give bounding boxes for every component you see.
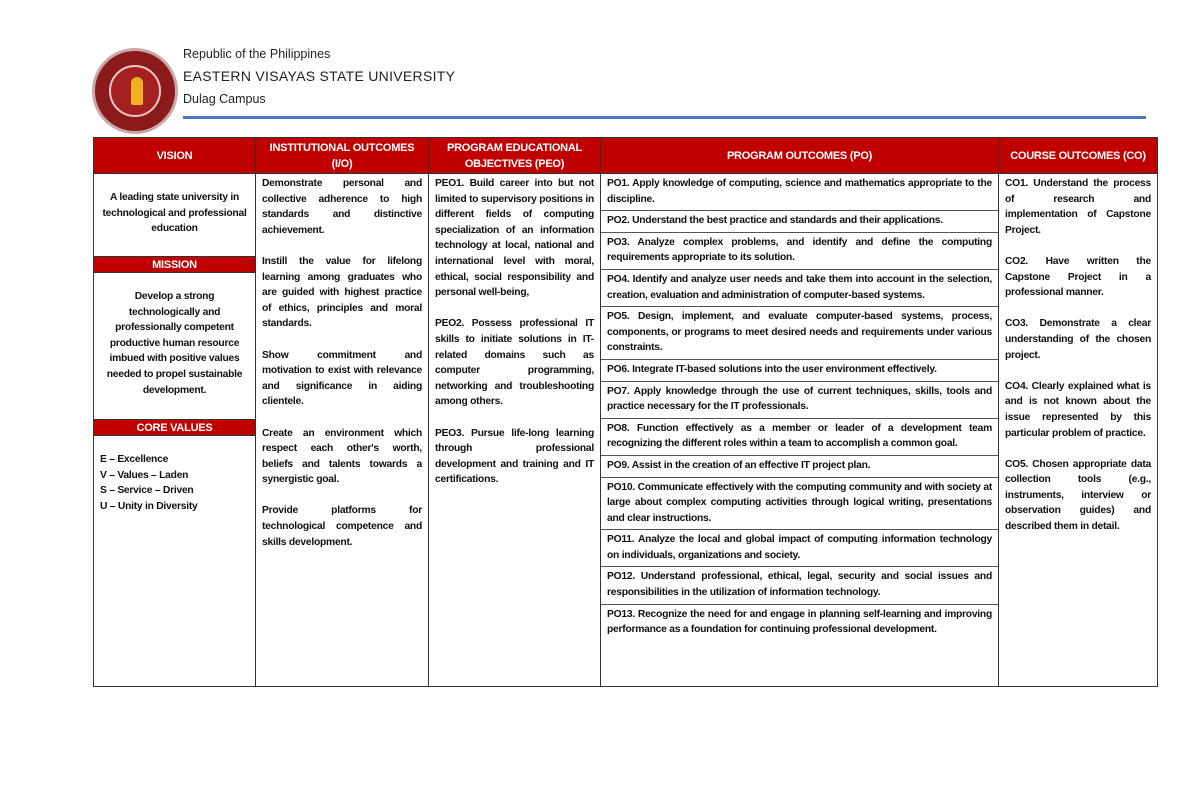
io-item: Instill the value for lifelong learning among graduates who are guided with highest practice of ethics, principles and moral standards.	[262, 255, 422, 330]
io-item: Demonstrate personal and collective adherence to high standards and distinctive achievement.	[262, 178, 422, 236]
core-value: U – Unity in Diversity	[100, 500, 198, 512]
core-value: E – Excellence	[100, 454, 169, 465]
co-item: CO5. Chosen appropriate data collection tools (e.g., instruments, interview or observation guides) and described them in detail.	[1005, 458, 1151, 533]
core-values-label: CORE VALUES	[94, 419, 255, 436]
io-cell	[256, 174, 429, 687]
po-item: PO10. Communicate effectively with the computing community and with society at large about complex computing activities through logical writing, presentations and clear instructions.	[601, 478, 998, 531]
header-po: PROGRAM OUTCOMES (PO)	[601, 138, 999, 174]
republic-label: Republic of the Philippines	[183, 47, 331, 61]
peo-item: PEO1. Build career into but not limited to supervisory positions in different fields of computing specialization of an information technology at local, national and international level with moral, ethical, social responsibility and personal well-being,	[435, 178, 594, 299]
po-item: PO9. Assist in the creation of an effective IT project plan.	[601, 456, 998, 478]
po-item: PO7. Apply knowledge through the use of current techniques, skills, tools and practice necessary for the IT professionals.	[601, 382, 998, 419]
io-item: Provide platforms for technological competence and skills development.	[262, 505, 422, 548]
vision-text: A leading state university in technological and professional education	[102, 192, 247, 235]
po-item: PO1. Apply knowledge of computing, science and mathematics appropriate to the discipline.	[601, 174, 998, 211]
co-item: CO2. Have written the Capstone Project in a professional manner.	[1005, 255, 1151, 299]
co-item: CO4. Clearly explained what is and is not known about the issue represented by this particular problem of practice.	[1005, 380, 1151, 439]
core-values-list	[94, 436, 255, 514]
vision-cell	[94, 174, 256, 687]
university-name: EASTERN VISAYAS STATE UNIVERSITY	[183, 68, 456, 84]
header-peo: PROGRAM EDUCATIONAL OBJECTIVES (PEO)	[429, 138, 601, 174]
po-item: PO2. Understand the best practice and standards and their applications.	[601, 211, 998, 233]
header-co: COURSE OUTCOMES (CO)	[999, 138, 1158, 174]
torch-icon	[131, 77, 143, 105]
po-item: PO5. Design, implement, and evaluate computer-based systems, process, components, or programs to meet desired needs and requirements under various constraints.	[601, 307, 998, 360]
header-divider	[183, 116, 1146, 119]
mission-label: MISSION	[94, 256, 255, 273]
co-item: CO1. Understand the process of research and implementation of Capstone Project.	[1005, 178, 1151, 236]
mission-text: Develop a strong technologically and professionally competent productive human resource imbued with positive values needed to propel sustainable development.	[106, 291, 243, 396]
peo-cell	[429, 174, 601, 687]
po-item: PO8. Function effectively as a member or leader of a development team recognizing the different roles within a team to accomplish a common goal.	[601, 419, 998, 456]
po-item: PO13. Recognize the need for and engage in planning self-learning and improving performance as a foundation for continuing professional development.	[607, 608, 992, 636]
campus-name: Dulag Campus	[183, 92, 266, 106]
university-seal-logo	[92, 48, 178, 134]
peo-item: PEO3. Pursue life-long learning through professional development and training and IT certifications.	[435, 427, 594, 486]
header-vision: VISION	[94, 138, 256, 174]
po-item: PO3. Analyze complex problems, and identify and define the computing requirements appropriate to its solution.	[601, 233, 998, 270]
core-value: V – Values – Laden	[100, 469, 189, 481]
po-item: PO4. Identify and analyze user needs and take them into account in the selection, creation, evaluation and administration of computer-based systems.	[601, 270, 998, 307]
io-item: Show commitment and motivation to exist with relevance and significance in aiding clientele.	[262, 349, 422, 408]
po-cell	[601, 174, 999, 687]
core-value: S – Service – Driven	[100, 485, 194, 497]
co-cell	[999, 174, 1158, 687]
po-item: PO11. Analyze the local and global impact of computing information technology on individuals, organizations and society.	[601, 530, 998, 567]
peo-item: PEO2. Possess professional IT skills to initiate solutions in IT-related domains such as computer programming, networking and troubleshooting among others.	[435, 318, 594, 408]
po-item: PO12. Understand professional, ethical, legal, security and social issues and responsibilities in the utilization of information technology.	[601, 567, 998, 604]
outcomes-table	[93, 137, 1158, 687]
co-item: CO3. Demonstrate a clear understanding of the chosen project.	[1005, 318, 1151, 361]
io-item: Create an environment which respect each other's worth, beliefs and talents towards a synergistic goal.	[262, 427, 422, 486]
header-io: INSTITUTIONAL OUTCOMES (I/O)	[256, 138, 429, 174]
po-item: PO6. Integrate IT-based solutions into the user environment effectively.	[601, 360, 998, 382]
